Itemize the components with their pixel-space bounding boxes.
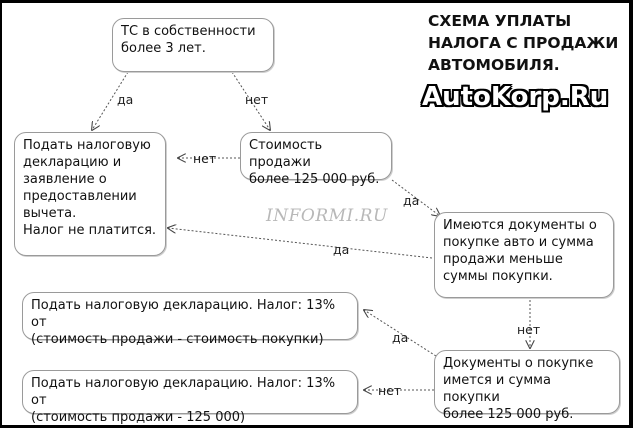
edge-label-yes-3: да [333,242,350,257]
node-price-check: Стоимость продажи более 125 000 руб. [240,132,392,180]
node-tax-minus: Подать налоговую декларацию. Налог: 13% от (стоимость продажи - 125 000) [22,370,358,414]
edge-label-no-3: нет [517,322,541,337]
watermark: INFORMI.RU [266,206,388,226]
edge-label-no-4: нет [378,383,402,398]
brand-logo: AutoKorp.Ru [422,82,609,112]
diagram-title: СХЕМА УПЛАТЫ НАЛОГА С ПРОДАЖИ АВТОМОБИЛЯ. [428,12,619,74]
edge-label-no-1: нет [245,92,269,107]
edge-label-no-2: нет [193,151,217,166]
node-docs-less: Имеются документы о покупке авто и сумма продажи меньше суммы покупки. [434,212,614,298]
node-docs-more: Документы о покупке имется и сумма покупки более 125 000 руб. [434,350,620,414]
edge-label-yes-4: да [392,330,409,345]
arrow-docsless-to-notax [168,228,432,258]
node-tax-diff: Подать налоговую декларацию. Налог: 13% от (стоимость продажи - стоимость покупки) [22,292,358,340]
node-no-tax: Подать налоговую декларацию и заявление о предоставлении вычета. Налог не платится. [14,132,166,256]
edge-label-yes-1: да [117,92,134,107]
edge-label-yes-2: да [403,193,420,208]
node-ownership: ТС в собственности более 3 лет. [112,18,274,72]
